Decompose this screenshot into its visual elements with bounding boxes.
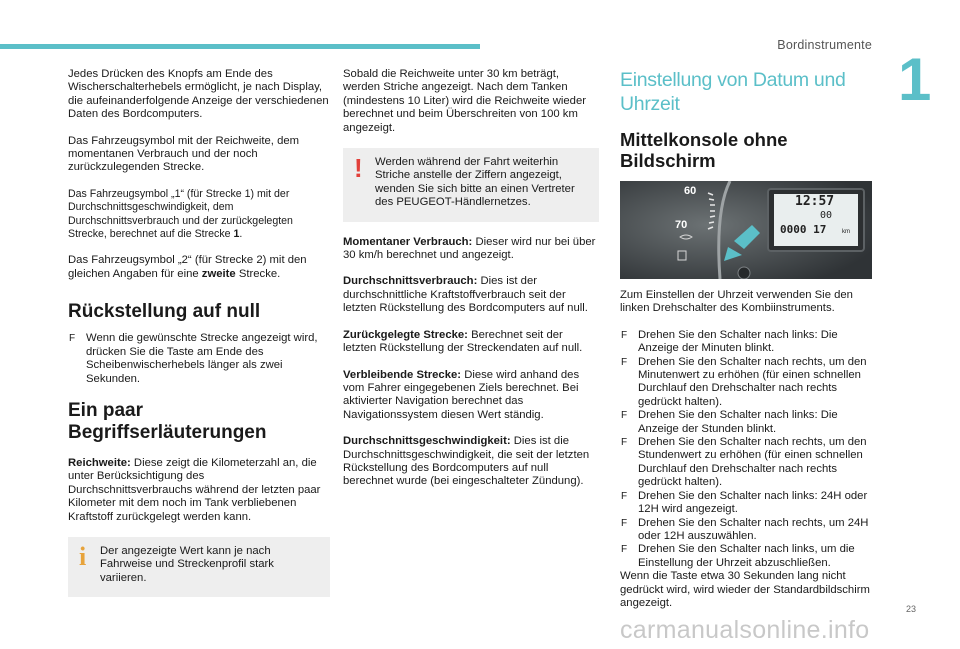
step-item bbox=[620, 543, 875, 570]
info-icon: i bbox=[79, 541, 87, 571]
step-text: Drehen Sie den Schalter nach links, um die Einstellung der Uhrzeit abzuschließen. bbox=[638, 543, 855, 569]
trip1-text: Das Fahrzeugsymbol „1“ (für Strecke 1) mit der Durchschnittsgeschwindigkeit, dem Durchschnittsverbrauch und der zurückgelegten Strecke, berechnet auf die Strecke bbox=[68, 187, 293, 241]
bullet-icon: F bbox=[621, 517, 628, 529]
heading-date-time: Einstellung von Datum und Uhrzeit bbox=[620, 69, 846, 115]
paragraph-clock-outro: Wenn die Taste etwa 30 Sekunden lang nicht gedrückt wird, wird wieder der Standardbildschirm angezeigt. bbox=[620, 570, 870, 609]
paragraph-trip2 bbox=[68, 254, 330, 281]
step-item bbox=[620, 490, 875, 517]
bullet-icon: F bbox=[621, 410, 628, 422]
average-consumption-label: Durchschnittsverbrauch: bbox=[343, 275, 478, 288]
column-middle bbox=[343, 68, 599, 502]
paragraph-button-press: Jedes Drücken des Knopfs am Ende des Wischerschalterhebels ermöglicht, je nach Display, die aufeinanderfolgende Anzeige der verschiedenen Daten des Bordcomputers. bbox=[68, 68, 329, 121]
paragraph-vehicle-symbol: Das Fahrzeugsymbol mit der Reichweite, dem momentanen Verbrauch und der noch zurückzulegenden Strecke. bbox=[68, 134, 300, 174]
range-label: Reichweite: bbox=[68, 456, 131, 469]
paragraph-current-consumption bbox=[343, 236, 599, 263]
km-unit: km bbox=[842, 229, 850, 235]
watermark: carmanualsonline.info bbox=[620, 616, 870, 644]
step-item bbox=[620, 329, 875, 356]
step-text: Drehen Sie den Schalter nach links: Die Anzeige der Minuten blinkt. bbox=[638, 328, 838, 355]
warning-icon: ! bbox=[354, 153, 363, 184]
bullet-icon: F bbox=[621, 544, 628, 556]
heading-terms: Ein paar Begriffserläuterungen bbox=[68, 399, 267, 443]
bullet-icon: F bbox=[621, 437, 628, 449]
bullet-icon: F bbox=[69, 333, 76, 345]
bullet-icon: F bbox=[621, 490, 628, 502]
chapter-number: 1 bbox=[898, 46, 932, 113]
step-text: Drehen Sie den Schalter nach links: Die Anzeige der Stunden blinkt. bbox=[638, 409, 838, 435]
section-title: Bordinstrumente bbox=[777, 38, 872, 52]
trip1-bold: 1 bbox=[233, 228, 240, 241]
trip2-end: Strecke. bbox=[238, 267, 281, 280]
paragraph-clock-intro: Zum Einstellen der Uhrzeit verwenden Sie den linken Drehschalter des Kombiinstruments. bbox=[620, 289, 853, 315]
distance-travelled-text: Berechnet seit der letzten Rückstellung der Streckendaten auf null. bbox=[343, 328, 583, 355]
step-item bbox=[620, 517, 875, 544]
paragraph-average-consumption bbox=[343, 275, 599, 315]
trip1-end: . bbox=[239, 228, 243, 241]
paragraph-range-dashes: Sobald die Reichweite unter 30 km beträgt, werden Striche angezeigt. Nach dem Tanken (mindestens 10 Liter) wird die Reichweite wieder berechnet und beim Überschreiten von 100 km angezeigt. bbox=[343, 68, 586, 134]
page-number: 23 bbox=[906, 604, 917, 614]
column-left bbox=[68, 68, 330, 597]
average-speed-label: Durchschnittsgeschwindigkeit: bbox=[343, 435, 511, 448]
info-box bbox=[68, 537, 330, 597]
bullet-icon: F bbox=[621, 356, 628, 368]
reset-bullet bbox=[68, 332, 330, 386]
warning-box bbox=[343, 148, 599, 222]
paragraph-distance-travelled bbox=[343, 329, 599, 356]
column-right bbox=[620, 68, 875, 623]
step-text: Drehen Sie den Schalter nach rechts, um den Minutenwert zu erhöhen (für einen schnellen Durchlauf den Drehschalter nach rechts gedrückt halten). bbox=[638, 355, 867, 408]
step-text: Drehen Sie den Schalter nach rechts, um den Stundenwert zu erhöhen (für einen schnellen Durchlauf den Drehschalter nach rechts gedrückt halten). bbox=[638, 436, 867, 489]
step-item bbox=[620, 409, 875, 436]
info-box-text: Der angezeigte Wert kann je nach Fahrweise und Streckenprofil stark variieren. bbox=[100, 544, 274, 584]
step-item bbox=[620, 436, 875, 490]
dotted-display: 00 bbox=[820, 210, 833, 221]
step-text: Drehen Sie den Schalter nach rechts, um 24H oder 12H auszuwählen. bbox=[638, 516, 869, 542]
trip2-text: Das Fahrzeugsymbol „2“ (für Strecke 2) mit den gleichen Angaben für eine bbox=[68, 254, 307, 280]
speed-60-label: 60 bbox=[684, 185, 697, 197]
distance-travelled-label: Zurückgelegte Strecke: bbox=[343, 328, 468, 341]
step-item bbox=[620, 356, 875, 410]
remaining-distance-label: Verbleibende Strecke: bbox=[343, 368, 462, 381]
heading-console: Mittelkonsole ohne Bildschirm bbox=[620, 129, 788, 171]
trip2-bold: zweite bbox=[201, 267, 236, 280]
header-accent-bar bbox=[0, 44, 480, 49]
current-consumption-label: Momentaner Verbrauch: bbox=[343, 235, 473, 248]
warning-box-text: Werden während der Fahrt weiterhin Striche anstelle der Ziffern angezeigt, wenden Sie sich bitte an einen Vertreter des PEUGEOT-Händlernetzes. bbox=[375, 156, 575, 209]
average-consumption-text: Dies ist der durchschnittliche Kraftstoffverbrauch seit der letzten Rückstellung des Bordcomputers auf null. bbox=[343, 275, 588, 315]
reset-bullet-text: Wenn die gewünschte Strecke angezeigt wird, drücken Sie die Taste am Ende des Scheibenwischerhebels länger als zwei Sekunden. bbox=[86, 332, 318, 385]
paragraph-remaining-distance bbox=[343, 369, 599, 423]
step-text: Drehen Sie den Schalter nach links: 24H oder 12H wird angezeigt. bbox=[638, 489, 868, 516]
step-list bbox=[620, 329, 875, 570]
speed-70-label: 70 bbox=[675, 219, 688, 231]
instrument-cluster-image bbox=[620, 181, 872, 279]
clock-display: 12:57 bbox=[795, 194, 835, 209]
paragraph-range bbox=[68, 457, 330, 524]
range-text: Diese zeigt die Kilometerzahl an, die unter Berücksichtigung des Durchschnittsverbrauchs während der letzten paar Kilometer mit dem noch im Tank verbliebenen Kraftstoff zurückgelegt werden kann. bbox=[68, 456, 321, 523]
odometer-display: 0000 17 bbox=[780, 223, 827, 236]
heading-reset: Rückstellung auf null bbox=[68, 301, 261, 323]
instrument-cluster-graphic bbox=[620, 181, 872, 279]
average-speed-text: Dies ist die Durchschnittsgeschwindigkeit, die seit der letzten Rückstellung des Bordcomputers auf null berechnet wurde (bei eingeschalteter Zündung). bbox=[343, 435, 590, 488]
bullet-icon: F bbox=[621, 329, 628, 341]
paragraph-average-speed bbox=[343, 435, 599, 489]
current-consumption-text: Dieser wird nur bei über 30 km/h berechnet und angezeigt. bbox=[343, 235, 596, 262]
paragraph-trip1 bbox=[68, 188, 330, 242]
remaining-distance-text: Diese wird anhand des vom Fahrer eingegebenen Ziels berechnet. Bei aktivierter Navigation berechnet das Navigationssystem diesen Wert ständig. bbox=[343, 368, 580, 421]
